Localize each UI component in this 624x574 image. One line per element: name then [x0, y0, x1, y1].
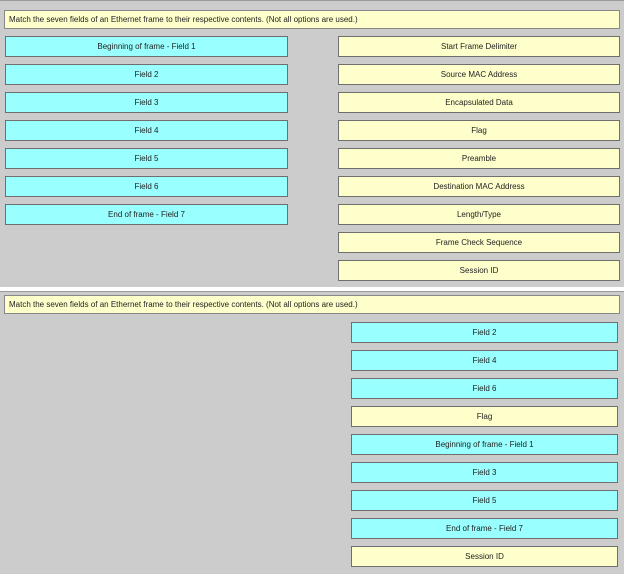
field-1[interactable]: Beginning of frame - Field 1 [5, 36, 288, 57]
answer-item[interactable]: Beginning of frame - Field 1 [351, 434, 618, 455]
option-flag[interactable]: Flag [338, 120, 620, 141]
option-length-type[interactable]: Length/Type [338, 204, 620, 225]
option-preamble[interactable]: Preamble [338, 148, 620, 169]
answer-instruction: Match the seven fields of an Ethernet frame to their respective contents. (Not all options are used.) [4, 295, 620, 314]
option-start-frame-delimiter[interactable]: Start Frame Delimiter [338, 36, 620, 57]
field-4[interactable]: Field 4 [5, 120, 288, 141]
field-5[interactable]: Field 5 [5, 148, 288, 169]
field-2[interactable]: Field 2 [5, 64, 288, 85]
answer-item[interactable]: Field 5 [351, 490, 618, 511]
option-destination-mac-address[interactable]: Destination MAC Address [338, 176, 620, 197]
answer-item[interactable]: Flag [351, 406, 618, 427]
option-session-id[interactable]: Session ID [338, 260, 620, 281]
answer-item[interactable]: Field 6 [351, 378, 618, 399]
answer-item[interactable]: Session ID [351, 546, 618, 567]
option-frame-check-sequence[interactable]: Frame Check Sequence [338, 232, 620, 253]
answer-item[interactable]: Field 4 [351, 350, 618, 371]
answer-item[interactable]: Field 3 [351, 462, 618, 483]
field-3[interactable]: Field 3 [5, 92, 288, 113]
field-6[interactable]: Field 6 [5, 176, 288, 197]
option-source-mac-address[interactable]: Source MAC Address [338, 64, 620, 85]
question-instruction: Match the seven fields of an Ethernet frame to their respective contents. (Not all options are used.) [4, 10, 620, 29]
answer-panel [0, 291, 624, 574]
option-encapsulated-data[interactable]: Encapsulated Data [338, 92, 620, 113]
answer-item[interactable]: Field 2 [351, 322, 618, 343]
answer-item[interactable]: End of frame - Field 7 [351, 518, 618, 539]
field-7[interactable]: End of frame - Field 7 [5, 204, 288, 225]
